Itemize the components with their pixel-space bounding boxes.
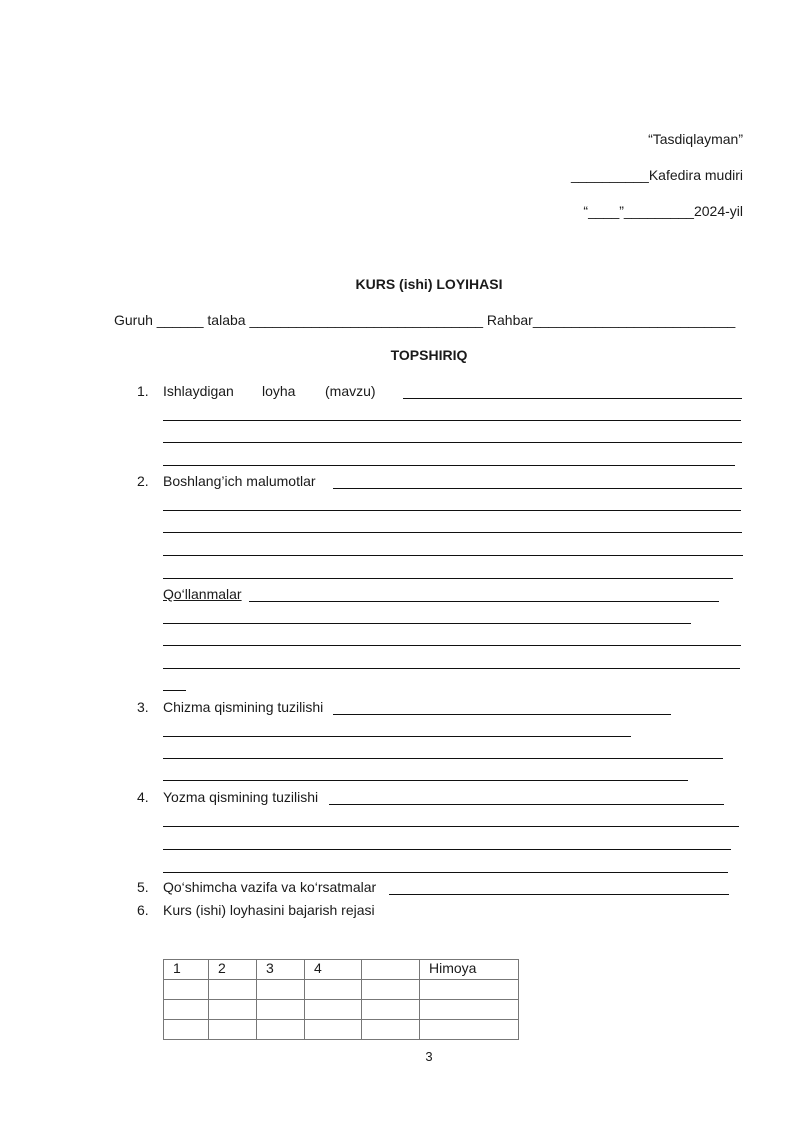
item-1-fill-line xyxy=(163,442,742,443)
plan-table-cell xyxy=(164,1000,209,1020)
plan-table-cell xyxy=(257,980,305,1000)
plan-table-cell xyxy=(362,980,420,1000)
page-number: 3 xyxy=(425,1049,433,1064)
item-4-fill-line xyxy=(163,849,731,850)
plan-table-cell xyxy=(164,980,209,1000)
item-2-fill-line xyxy=(163,578,733,579)
item-3-fill-line xyxy=(163,736,631,737)
item-1-word-2: loyha xyxy=(262,383,296,399)
task-heading: TOPSHIRIQ xyxy=(390,347,468,363)
item-1-word-3: (mavzu) xyxy=(325,383,376,399)
item-5-label: Qo‘shimcha vazifa va ko‘rsatmalar xyxy=(163,879,377,895)
plan-table-cell xyxy=(209,1000,257,1020)
item-4-label: Yozma qismining tuzilishi xyxy=(163,789,319,805)
item-3-fill-line xyxy=(333,714,671,715)
item-2-fill-line xyxy=(333,488,742,489)
plan-table-header-cell: 1 xyxy=(164,960,209,980)
item-2-fill-line xyxy=(163,510,741,511)
plan-table-cell xyxy=(420,1000,519,1020)
plan-table-cell xyxy=(362,1000,420,1020)
plan-table-cell xyxy=(362,1020,420,1040)
item-1-fill-line xyxy=(403,398,742,399)
item-1-word-1: Ishlaydigan xyxy=(163,383,234,399)
plan-table-cell xyxy=(305,1000,362,1020)
plan-table-cell xyxy=(209,980,257,1000)
manuals-fill-line xyxy=(163,623,691,624)
plan-table-header-cell xyxy=(362,960,420,980)
plan-table-cell xyxy=(209,1020,257,1040)
plan-table-header-cell: 2 xyxy=(209,960,257,980)
manuals-label: Qo‘llanmalar xyxy=(163,586,242,602)
item-2-fill-line xyxy=(163,532,742,533)
plan-table-cell xyxy=(257,1000,305,1020)
group-student-supervisor-line: Guruh ______ talaba ______________________________ Rahbar__________________________ xyxy=(114,312,736,328)
item-2-fill-line xyxy=(163,555,743,556)
approval-title: “Tasdiqlayman” xyxy=(648,131,743,147)
plan-table-header-row xyxy=(164,960,519,980)
document-heading: KURS (ishi) LOYIHASI xyxy=(355,276,503,292)
plan-table-cell xyxy=(305,1020,362,1040)
plan-table-header-cell: 3 xyxy=(257,960,305,980)
approval-date-line: “____”_________2024-yil xyxy=(583,203,743,219)
item-4-fill-line xyxy=(163,872,728,873)
manuals-fill-line xyxy=(163,690,186,691)
item-2-number: 2. xyxy=(137,473,149,489)
item-3-number: 3. xyxy=(137,699,149,715)
plan-table-row xyxy=(164,1020,519,1040)
plan-table-cell xyxy=(305,980,362,1000)
item-6-number: 6. xyxy=(137,902,149,918)
item-2-label: Boshlang’ich malumotlar xyxy=(163,473,316,489)
item-1-fill-line xyxy=(163,420,741,421)
item-6-label: Kurs (ishi) loyhasini bajarish rejasi xyxy=(163,902,375,918)
item-5-fill-line xyxy=(389,894,729,895)
manuals-fill-line xyxy=(249,601,719,602)
item-1-number: 1. xyxy=(137,383,149,399)
item-4-number: 4. xyxy=(137,789,149,805)
item-1-fill-line xyxy=(163,465,735,466)
approval-position-line: __________Kafedira mudiri xyxy=(570,167,743,183)
manuals-fill-line xyxy=(163,668,740,669)
manuals-fill-line xyxy=(163,645,741,646)
item-3-fill-line xyxy=(163,758,723,759)
plan-table-cell xyxy=(164,1020,209,1040)
item-3-label: Chizma qismining tuzilishi xyxy=(163,699,324,715)
item-3-fill-line xyxy=(163,780,688,781)
plan-table xyxy=(163,959,519,1040)
item-4-fill-line xyxy=(163,826,739,827)
plan-table-cell xyxy=(257,1020,305,1040)
plan-table-row xyxy=(164,1000,519,1020)
plan-table-cell xyxy=(420,1020,519,1040)
plan-table-cell xyxy=(420,980,519,1000)
plan-table-header-cell: 4 xyxy=(305,960,362,980)
item-4-fill-line xyxy=(329,804,724,805)
plan-table-row xyxy=(164,980,519,1000)
item-5-number: 5. xyxy=(137,879,149,895)
plan-table-header-cell: Himoya xyxy=(420,960,519,980)
